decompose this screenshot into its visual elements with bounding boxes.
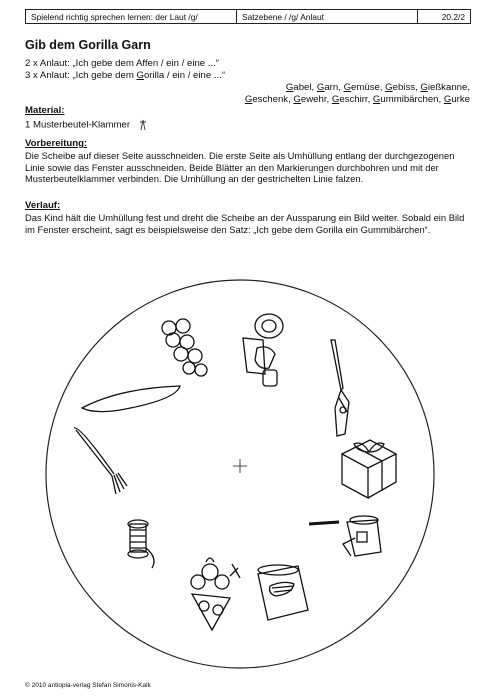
sentence-3x: 3 x Anlaut: „Ich gebe dem Gorilla / ein / eine ...“ bbox=[25, 70, 226, 81]
sentence-2x: 2 x Anlaut: „Ich gebe dem Affen / ein / eine ...“ bbox=[25, 58, 219, 69]
preparation-text: Die Scheibe auf dieser Seite ausschneiden. Die erste Seite als Umhüllung entlang der durchgezogenen Linie sowie das Fenster ausschneiden. Beide Blätter an den Markierungen durchbohren und mit der Musterbeutelklammer verbinden. Die Umhüllung an der gestrichelten Linie falzen. bbox=[25, 150, 455, 185]
cucumber-icon bbox=[82, 386, 180, 412]
fork-icon bbox=[74, 428, 127, 494]
copyright-footer: © 2010 antiopia-verlag Stefan Simonis-Kalk bbox=[25, 682, 151, 689]
dentures-icon bbox=[258, 565, 308, 620]
material-heading: Material: bbox=[25, 105, 65, 116]
gummy-bears-icon bbox=[162, 319, 207, 376]
procedure-heading: Verlauf: bbox=[25, 200, 61, 211]
preparation-heading: Vorbereitung: bbox=[25, 138, 88, 149]
rifle-icon bbox=[331, 340, 349, 436]
header-series: Spielend richtig sprechen lernen: der Laut /g/ bbox=[26, 10, 237, 23]
word-list-line-2: Geschenk, Gewehr, Geschirr, Gummibärchen, Gurke bbox=[244, 94, 470, 105]
yarn-spool-icon bbox=[128, 520, 154, 568]
watering-can-icon bbox=[309, 516, 381, 556]
center-cross bbox=[233, 459, 247, 473]
header-topic: Satzebene / /g/ Anlaut bbox=[237, 10, 418, 23]
disc-outline bbox=[46, 280, 434, 668]
picture-disc bbox=[44, 278, 436, 670]
page-title: Gib dem Gorilla Garn bbox=[25, 38, 151, 52]
header-page-number: 20.2/2 bbox=[441, 12, 465, 22]
dishes-icon bbox=[243, 314, 283, 386]
gift-icon bbox=[342, 440, 396, 498]
page-header bbox=[25, 9, 471, 24]
vegetables-icon bbox=[191, 558, 240, 630]
paper-fastener-icon bbox=[137, 119, 149, 131]
procedure-text: Das Kind hält die Umhüllung fest und dreht die Scheibe an der Aussparung ein Bild weiter. Sobald ein Bild im Fenster erscheint, sagt es beispielsweise den Satz: „Ich gebe dem Gorilla ein Gummibärchen“. bbox=[25, 212, 465, 235]
material-text: 1 Musterbeutel-Klammer bbox=[25, 119, 149, 131]
word-list-line-1: Gabel, Garn, Gemüse, Gebiss, Gießkanne, bbox=[285, 82, 470, 93]
